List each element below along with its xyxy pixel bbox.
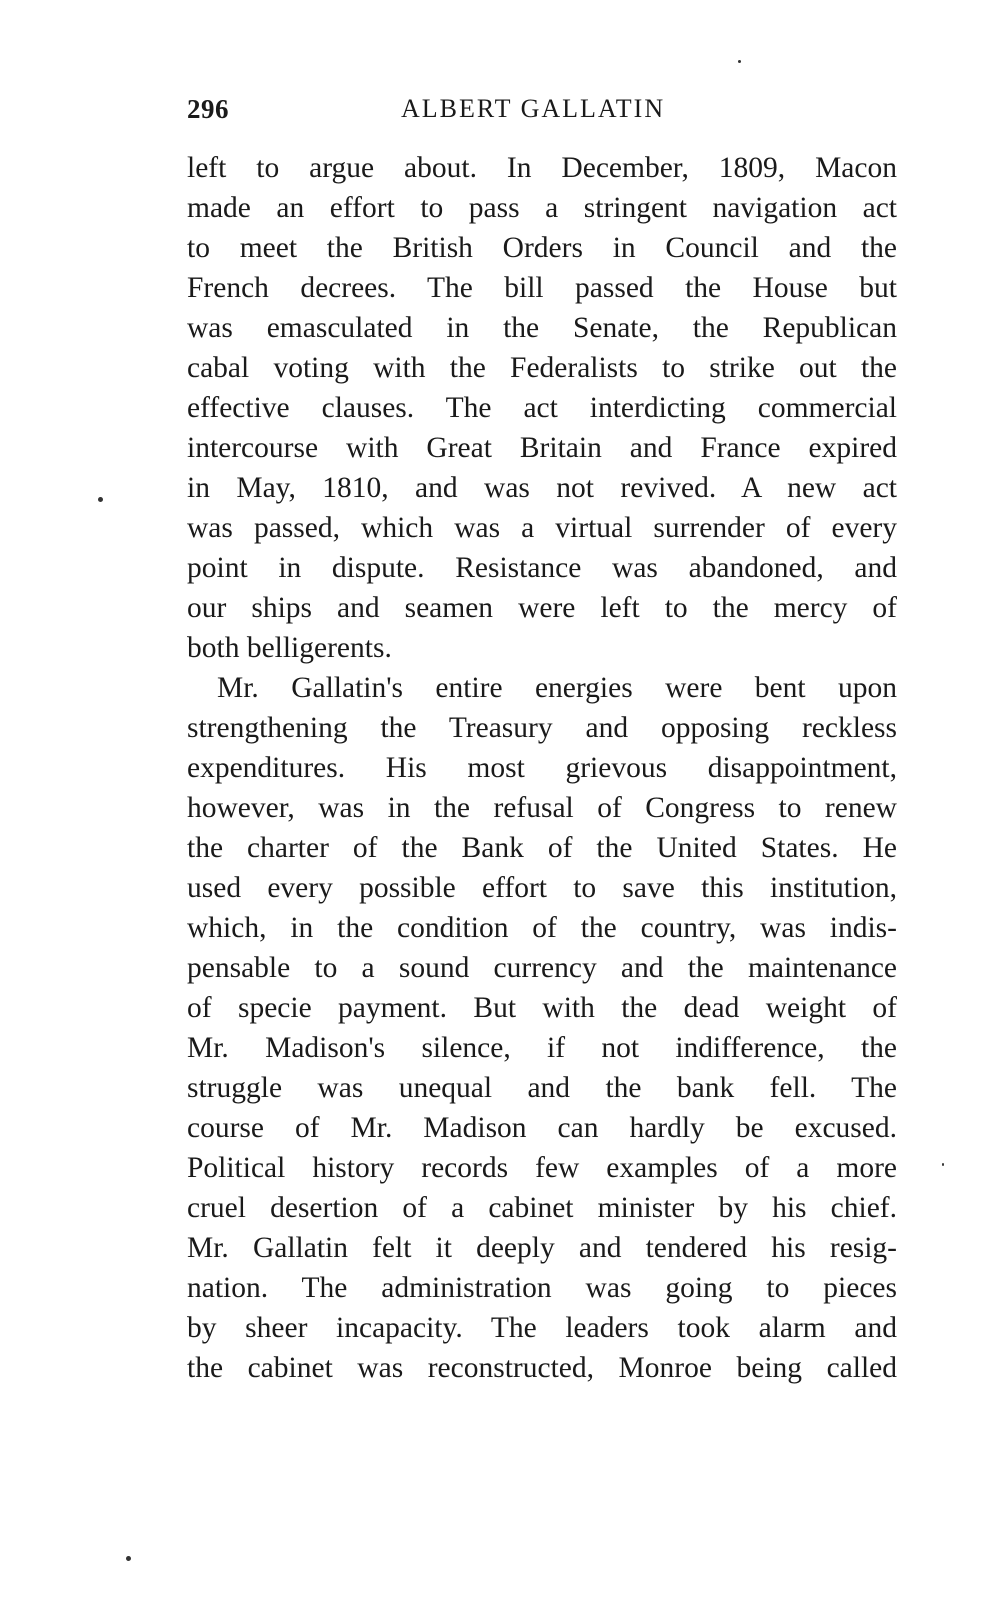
text-line: to meet the British Orders in Council and the: [187, 232, 897, 264]
text-line: the cabinet was reconstructed, Monroe being called: [187, 1352, 897, 1384]
text-line: course of Mr. Madison can hardly be excused.: [187, 1112, 897, 1144]
scan-speck: [738, 60, 741, 63]
text-line: however, was in the refusal of Congress to renew: [187, 792, 897, 824]
paragraph-end-line: both belligerents.: [187, 632, 392, 664]
text-line: intercourse with Great Britain and France expired: [187, 432, 897, 464]
scan-speck: [98, 497, 103, 502]
text-line: struggle was unequal and the bank fell. The: [187, 1072, 897, 1104]
running-title: ALBERT GALLATIN: [401, 94, 666, 123]
scan-speck: [126, 1556, 131, 1561]
text-line: French decrees. The bill passed the House but: [187, 272, 897, 304]
text-line: our ships and seamen were left to the mercy of: [187, 592, 897, 624]
text-line: cruel desertion of a cabinet minister by his chief.: [187, 1192, 897, 1224]
page-number: 296: [187, 94, 229, 124]
text-line: effective clauses. The act interdicting commercial: [187, 392, 897, 424]
text-line: the charter of the Bank of the United States. He: [187, 832, 897, 864]
running-head: [187, 94, 897, 134]
text-line: was passed, which was a virtual surrender of every: [187, 512, 897, 544]
text-line: in May, 1810, and was not revived. A new act: [187, 472, 897, 504]
text-line: nation. The administration was going to pieces: [187, 1272, 897, 1304]
text-line: expenditures. His most grievous disappointment,: [187, 752, 897, 784]
paragraph-start-line: Mr. Gallatin's entire energies were bent upon: [217, 672, 897, 704]
text-line: used every possible effort to save this institution,: [187, 872, 897, 904]
text-line: was emasculated in the Senate, the Republican: [187, 312, 897, 344]
text-line: Mr. Madison's silence, if not indifference, the: [187, 1032, 897, 1064]
text-line: by sheer incapacity. The leaders took alarm and: [187, 1312, 897, 1344]
text-line: Political history records few examples of a more: [187, 1152, 897, 1184]
text-line: strengthening the Treasury and opposing reckless: [187, 712, 897, 744]
text-line: of specie payment. But with the dead weight of: [187, 992, 897, 1024]
scan-speck: [942, 1163, 944, 1166]
text-line: which, in the condition of the country, was indis-: [187, 912, 897, 944]
text-line: cabal voting with the Federalists to strike out the: [187, 352, 897, 384]
text-line: point in dispute. Resistance was abandoned, and: [187, 552, 897, 584]
text-line: pensable to a sound currency and the maintenance: [187, 952, 897, 984]
text-line: left to argue about. In December, 1809, Macon: [187, 152, 897, 184]
body-text: [187, 148, 897, 1388]
text-line: Mr. Gallatin felt it deeply and tendered his resig-: [187, 1232, 897, 1264]
text-line: made an effort to pass a stringent navigation act: [187, 192, 897, 224]
